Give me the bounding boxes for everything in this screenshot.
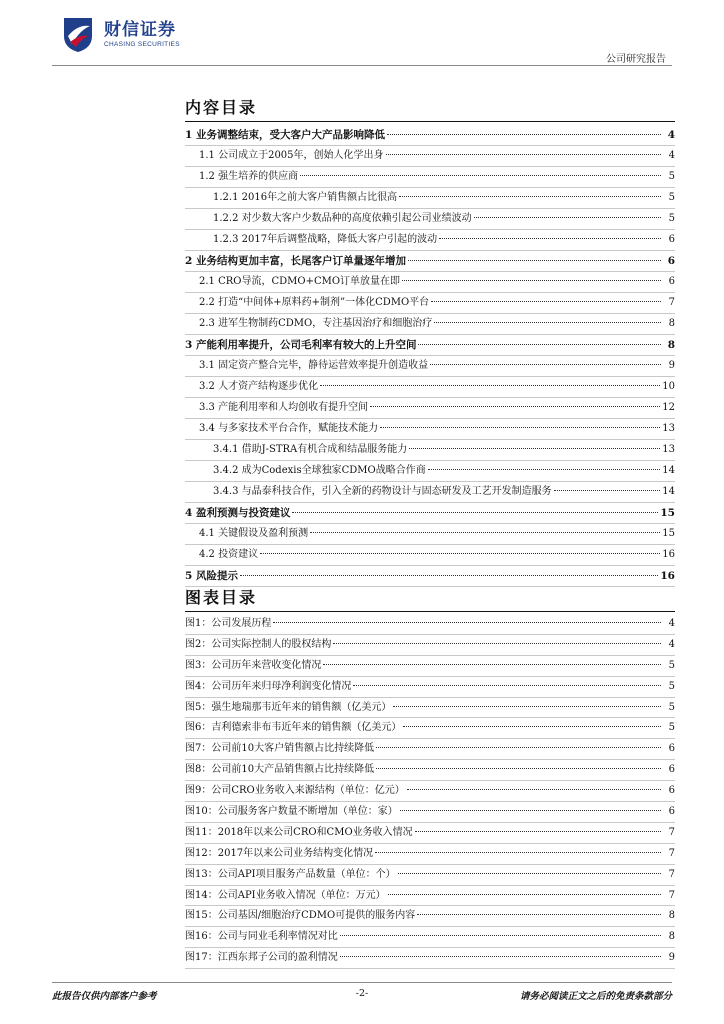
toc-entry-page: 5 [668,192,675,203]
toc-entry-page: 6 [667,255,675,267]
figure-entry-title: 图4：公司历年来归母净利润变化情况 [185,680,352,692]
toc-entry[interactable] [185,230,675,251]
figure-entry-title: 图12：2017年以来公司业务结构变化情况 [185,847,374,859]
figure-entry[interactable] [185,802,675,823]
toc-entry-title: 3.4.1 借助J-STRA有机合成和结晶服务能力 [213,444,408,455]
dot-leader [370,406,660,407]
toc-entry[interactable] [185,482,675,503]
figures-title: 图表目录 [185,588,258,607]
figure-entry[interactable] [185,906,675,927]
toc-entry[interactable] [185,377,675,398]
logo-mark-icon [58,14,98,54]
dot-leader [402,280,661,281]
toc-entry[interactable] [185,314,675,335]
toc-entry-title: 2.3 进军生物制药CDMO，专注基因治疗和细胞治疗 [199,318,433,329]
toc-entry-page: 7 [668,297,675,308]
toc-entry-page: 5 [668,171,675,182]
toc-entry[interactable] [185,419,675,440]
figure-entry[interactable] [185,823,675,844]
dot-leader [407,789,661,790]
dot-leader [428,469,661,470]
figure-entry-title: 图7：公司前10大客户销售额占比持续降低 [185,743,375,755]
contents-title-rule [185,121,675,122]
toc-entry-title: 4.2 投资建议 [199,549,259,560]
toc-entry-page: 9 [668,360,675,371]
dot-leader [260,553,660,554]
figure-entry-page: 8 [668,931,675,943]
toc-entry-page: 5 [668,213,675,224]
toc-entry[interactable] [185,146,675,167]
page-number: -2- [355,988,369,999]
dot-leader [376,747,661,748]
page-footer [52,988,672,1002]
dot-leader [300,175,661,176]
dot-leader [320,385,660,386]
figure-entry-title: 图5：强生地瑞那韦近年来的销售额（亿美元） [185,701,392,713]
dot-leader [375,852,661,853]
dot-leader [387,134,661,135]
dot-leader [340,935,661,936]
dot-leader [403,726,661,727]
toc-entry-title: 4 盈利预测与投资建议 [185,507,291,519]
dot-leader [393,706,661,707]
figure-entry-title: 图17：江西东邦子公司的盈利情况 [185,952,338,964]
toc-entry[interactable] [185,272,675,293]
dot-leader [388,894,661,895]
header-divider [52,65,672,66]
dot-leader [554,490,661,491]
toc-entry-title: 4.1 关键假设及盈利预测 [199,528,309,539]
figure-entry-page: 9 [668,952,675,964]
toc-entry-title: 3.4 与多家技术平台合作，赋能技术能力 [199,423,379,434]
dot-leader [340,956,661,957]
toc-entry-page: 8 [668,318,675,329]
figure-entry-title: 图15：公司基因/细胞治疗CDMO可提供的服务内容 [185,910,416,922]
toc-entry[interactable] [185,398,675,419]
toc-entry-page: 6 [668,276,675,287]
toc-entry-page: 13 [662,423,675,434]
toc-entry[interactable] [185,125,675,146]
figure-entry[interactable] [185,635,675,656]
list-of-figures [185,614,675,969]
figure-entry-title: 图16：公司与同业毛利率情况对比 [185,931,338,943]
toc-entry[interactable] [185,524,675,545]
figure-entry[interactable] [185,865,675,886]
toc-entry-page: 14 [662,465,675,476]
figure-entry-title: 图3：公司历年来营收变化情况 [185,659,322,671]
figure-entry[interactable] [185,760,675,781]
toc-entry-page: 4 [668,150,675,161]
toc-entry-page: 15 [662,528,675,539]
figure-entry-title: 图8：公司前10大产品销售额占比持续降低 [185,764,375,776]
toc-entry-title: 1.2.1 2016年之前大客户销售额占比很高 [213,192,398,203]
dot-leader [240,575,658,576]
toc-entry-page: 15 [660,507,675,519]
toc-entry-title: 1.1 公司成立于2005年，创始人化学出身 [199,150,384,161]
figure-entry-title: 图2：公司实际控制人的股权结构 [185,638,332,650]
toc-entry-title: 3.4.3 与晶泰科技合作，引入全新的药物设计与固态研发及工艺开发制造服务 [213,486,552,497]
figure-entry[interactable] [185,656,675,677]
toc-entry-title: 5 风险提示 [185,570,238,582]
figure-entry-title: 图1：公司发展历程 [185,618,272,629]
dot-leader [434,322,661,323]
toc-entry[interactable] [185,440,675,461]
toc-entry-title: 3.2 人才资产结构逐步优化 [199,381,319,392]
dot-leader [380,427,660,428]
company-logo [58,14,208,54]
dot-leader [273,622,661,623]
dot-leader [431,301,661,302]
figure-entry-page: 4 [668,618,675,629]
figure-entry-page: 4 [668,638,675,650]
toc-entry[interactable] [185,335,675,356]
toc-entry-title: 2.2 打造“中间体+原料药+制剂”一体化CDMO平台 [199,297,430,308]
toc-entry[interactable] [185,545,675,566]
toc-entry[interactable] [185,461,675,482]
footer-disclaimer-left: 此报告仅供内部客户参考 [52,991,157,1002]
footer-disclaimer-right: 请务必阅读正文之后的免责条款部分 [519,991,672,1002]
toc-entry-page: 12 [662,402,675,413]
toc-entry-title: 3 产能利用率提升，公司毛利率有较大的上升空间 [185,339,417,351]
figure-entry-page: 8 [668,910,675,922]
footer-divider [52,982,672,983]
dot-leader [398,873,661,874]
figure-entry[interactable] [185,677,675,698]
figure-entry[interactable] [185,927,675,948]
figure-entry[interactable] [185,781,675,802]
figure-entry[interactable] [185,614,675,635]
toc-entry[interactable] [185,188,675,209]
dot-leader [417,914,661,915]
figures-title-rule [185,611,675,612]
figure-entry[interactable] [185,886,675,907]
dot-leader [333,643,661,644]
toc-entry-title: 3.1 固定资产整合完毕，静待运营效率提升创造收益 [199,360,429,371]
dot-leader [400,810,661,811]
figure-entry-title: 图14：公司API业务收入情况（单位：万元） [185,889,386,901]
figure-entry-page: 7 [668,826,675,838]
logo-chinese-name: 财信证券 [104,19,176,40]
toc-entry-page: 14 [662,486,675,497]
toc-entry[interactable] [185,566,675,587]
figure-entry-page: 7 [668,847,675,859]
toc-entry-page: 8 [667,339,675,351]
toc-entry-title: 3.4.2 成为Codexis全球独家CDMO战略合作商 [213,465,426,476]
logo-english-name: CHASING SECURITIES [104,40,180,48]
dot-leader [430,364,661,365]
toc-entry-page: 16 [660,570,675,582]
toc-entry-title: 1 业务调整结束，受大客户大产品影响降低 [185,129,385,141]
toc-entry-title: 1.2.3 2017年后调整战略，降低大客户引起的波动 [213,234,438,245]
figure-entry[interactable] [185,948,675,969]
toc-entry[interactable] [185,251,675,272]
toc-entry-page: 16 [662,549,675,560]
figure-entry-page: 5 [668,659,675,671]
toc-entry-page: 13 [662,444,675,455]
toc-entry-title: 3.3 产能利用率和人均创收有提升空间 [199,402,369,413]
figure-entry[interactable] [185,739,675,760]
figure-entry[interactable] [185,844,675,865]
dot-leader [415,831,661,832]
figure-entry-title: 图9：公司CRO业务收入来源结构（单位：亿元） [185,785,405,797]
toc-entry-title: 2 业务结构更加丰富，长尾客户订单量逐年增加 [185,255,406,267]
toc-entry[interactable] [185,209,675,230]
dot-leader [310,532,660,533]
dot-leader [474,217,661,218]
dot-leader [323,664,661,665]
figure-entry-page: 5 [668,722,675,734]
dot-leader [376,768,661,769]
figure-entry-page: 6 [668,785,675,797]
figure-entry-page: 6 [668,764,675,776]
figure-entry-page: 7 [668,868,675,880]
figure-entry-page: 6 [668,806,675,818]
dot-leader [418,344,661,345]
toc-entry[interactable] [185,293,675,314]
page-header [0,0,724,70]
figure-entry-page: 5 [668,701,675,713]
toc-entry-page: 6 [668,234,675,245]
figure-entry-title: 图10：公司服务客户数量不断增加（单位：家） [185,806,398,818]
toc-entry-title: 1.2 强生培养的供应商 [199,171,299,182]
dot-leader [386,154,661,155]
toc-entry-page: 10 [662,381,675,392]
figure-entry-page: 5 [668,680,675,692]
figure-entry-page: 7 [668,889,675,901]
dot-leader [399,196,661,197]
figure-entry[interactable] [185,698,675,719]
toc-entry-title: 2.1 CRO导流，CDMO+CMO订单放量在即 [199,276,401,287]
toc-entry[interactable] [185,503,675,524]
toc-entry-page: 4 [667,129,675,141]
toc-entry-title: 1.2.2 对少数大客户少数品种的高度依赖引起公司业绩波动 [213,213,472,224]
report-type-label: 公司研究报告 [606,54,666,65]
toc-entry[interactable] [185,356,675,377]
toc-entry[interactable] [185,167,675,188]
figure-entry-page: 6 [668,743,675,755]
dot-leader [292,512,658,513]
dot-leader [408,260,661,261]
figure-entry-title: 图11：2018年以来公司CRO和CMO业务收入情况 [185,826,413,838]
figure-entry-title: 图6：吉利德索非布韦近年来的销售额（亿美元） [185,722,402,734]
figure-entry[interactable] [185,718,675,739]
dot-leader [353,685,661,686]
table-of-contents [185,125,675,587]
figure-entry-title: 图13：公司API项目服务产品数量（单位：个） [185,868,396,880]
dot-leader [439,238,661,239]
dot-leader [409,448,660,449]
contents-title: 内容目录 [185,98,258,117]
